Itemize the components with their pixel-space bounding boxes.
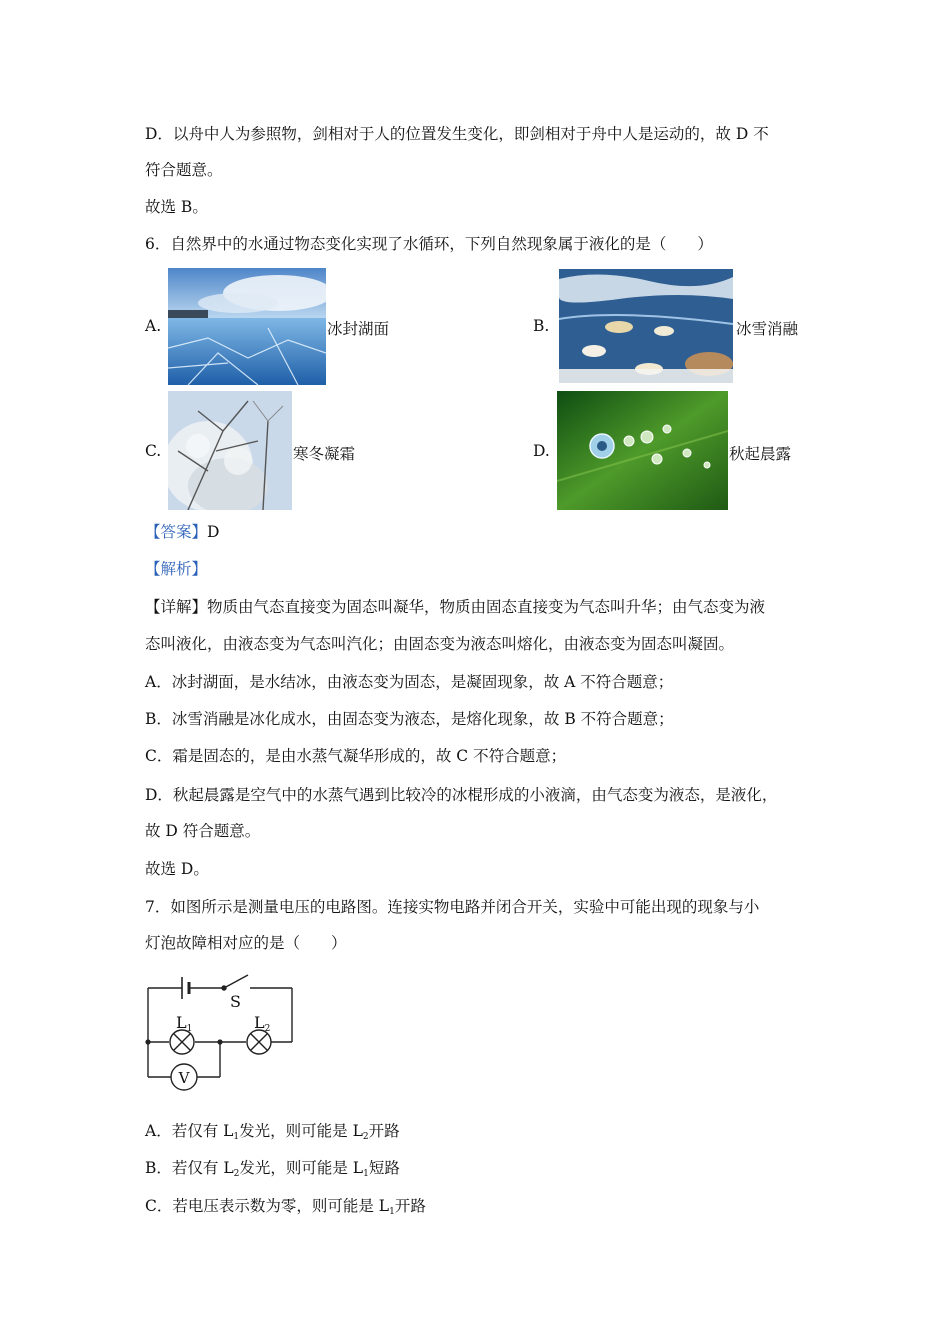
analysis-tag: 【解析】 (145, 560, 208, 578)
frozen-lake-photo (168, 268, 326, 385)
switch-blade (224, 975, 248, 988)
q7-option-c: C．若电压表示数为零，则可能是 $L_1$开路 (145, 1197, 426, 1217)
q6-explain-c: C．霜是固态的，是由水蒸气凝华形成的，故 C 不符合题意； (145, 747, 567, 765)
dew-on-leaf-photo (557, 391, 728, 510)
melting-snow-photo (559, 269, 733, 383)
prev-option-d-line1: D．以舟中人为参照物，剑相对于人的位置发生变化，即剑相对于舟中人是运动的，故 D 不 (145, 125, 769, 143)
q6-explain-d-line2: 故 D 符合题意。 (145, 822, 261, 840)
q6-option-c-letter: C. (145, 442, 162, 460)
prev-option-d-line2: 符合题意。 (145, 161, 223, 179)
q6-option-d-caption: 秋起晨露 (729, 445, 792, 463)
lamp-l1-label: L1 (176, 1013, 193, 1034)
q6-option-b-letter: B. (533, 317, 550, 335)
q6-explain-b: B．冰雪消融是冰化成水，由固态变为液态，是熔化现象，故 B 不符合题意； (145, 710, 674, 728)
q7-option-a: A．若仅有 $L_1$发光，则可能是 $L_2$开路 (145, 1122, 400, 1142)
q6-answer (145, 522, 219, 542)
q6-option-a-letter: A. (145, 317, 162, 335)
q6-option-c-caption: 寒冬凝霜 (293, 445, 356, 463)
prev-conclusion: 故选 B。 (145, 198, 208, 216)
q6-option-b-caption: 冰雪消融 (736, 320, 799, 338)
q6-option-d-letter: D. (533, 442, 550, 460)
q6-stem: 6．自然界中的水通过物态变化实现了水循环，下列自然现象属于液化的是（ ） (145, 235, 713, 253)
detail-text: 物质由气态直接变为固态叫凝华，物质由固态直接变为气态叫升华；由气态变为液 (207, 598, 766, 616)
q7-stem-line1: 7．如图所示是测量电压的电路图。连接实物电路并闭合开关，实验中可能出现的现象与小 (145, 898, 760, 916)
q7-stem-line2: 灯泡故障相对应的是（ ） (145, 934, 347, 952)
voltmeter-label: V (178, 1069, 190, 1087)
lamp-l2-label: L2 (254, 1013, 271, 1034)
q6-explain-a: A．冰封湖面，是水结冰，由液态变为固态，是凝固现象，故 A 不符合题意； (145, 673, 674, 691)
circuit-diagram (140, 965, 305, 1115)
switch-label: S (230, 992, 241, 1011)
q6-conclusion: 故选 D。 (145, 860, 209, 878)
q6-detail-line2: 态叫液化，由液态变为气态叫汽化；由固态变为液态叫熔化，由液态变为固态叫凝固。 (145, 635, 735, 653)
detail-tag: 【详解】 (145, 598, 208, 616)
q6-detail-line1 (145, 597, 765, 617)
junction-dot (145, 1039, 150, 1044)
q6-explain-d-line1: D．秋起晨露是空气中的水蒸气遇到比较冷的冰棍形成的小液滴，由气态变为液态，是液化， (145, 786, 778, 804)
junction-dot (217, 1039, 222, 1044)
frost-branches-photo (168, 391, 292, 510)
answer-tag: 【答案】 (145, 523, 208, 541)
q6-option-a-caption: 冰封湖面 (327, 320, 390, 338)
answer-value: D (207, 523, 220, 541)
q7-option-b: B．若仅有 $L_2$发光，则可能是 $L_1$短路 (145, 1159, 400, 1179)
